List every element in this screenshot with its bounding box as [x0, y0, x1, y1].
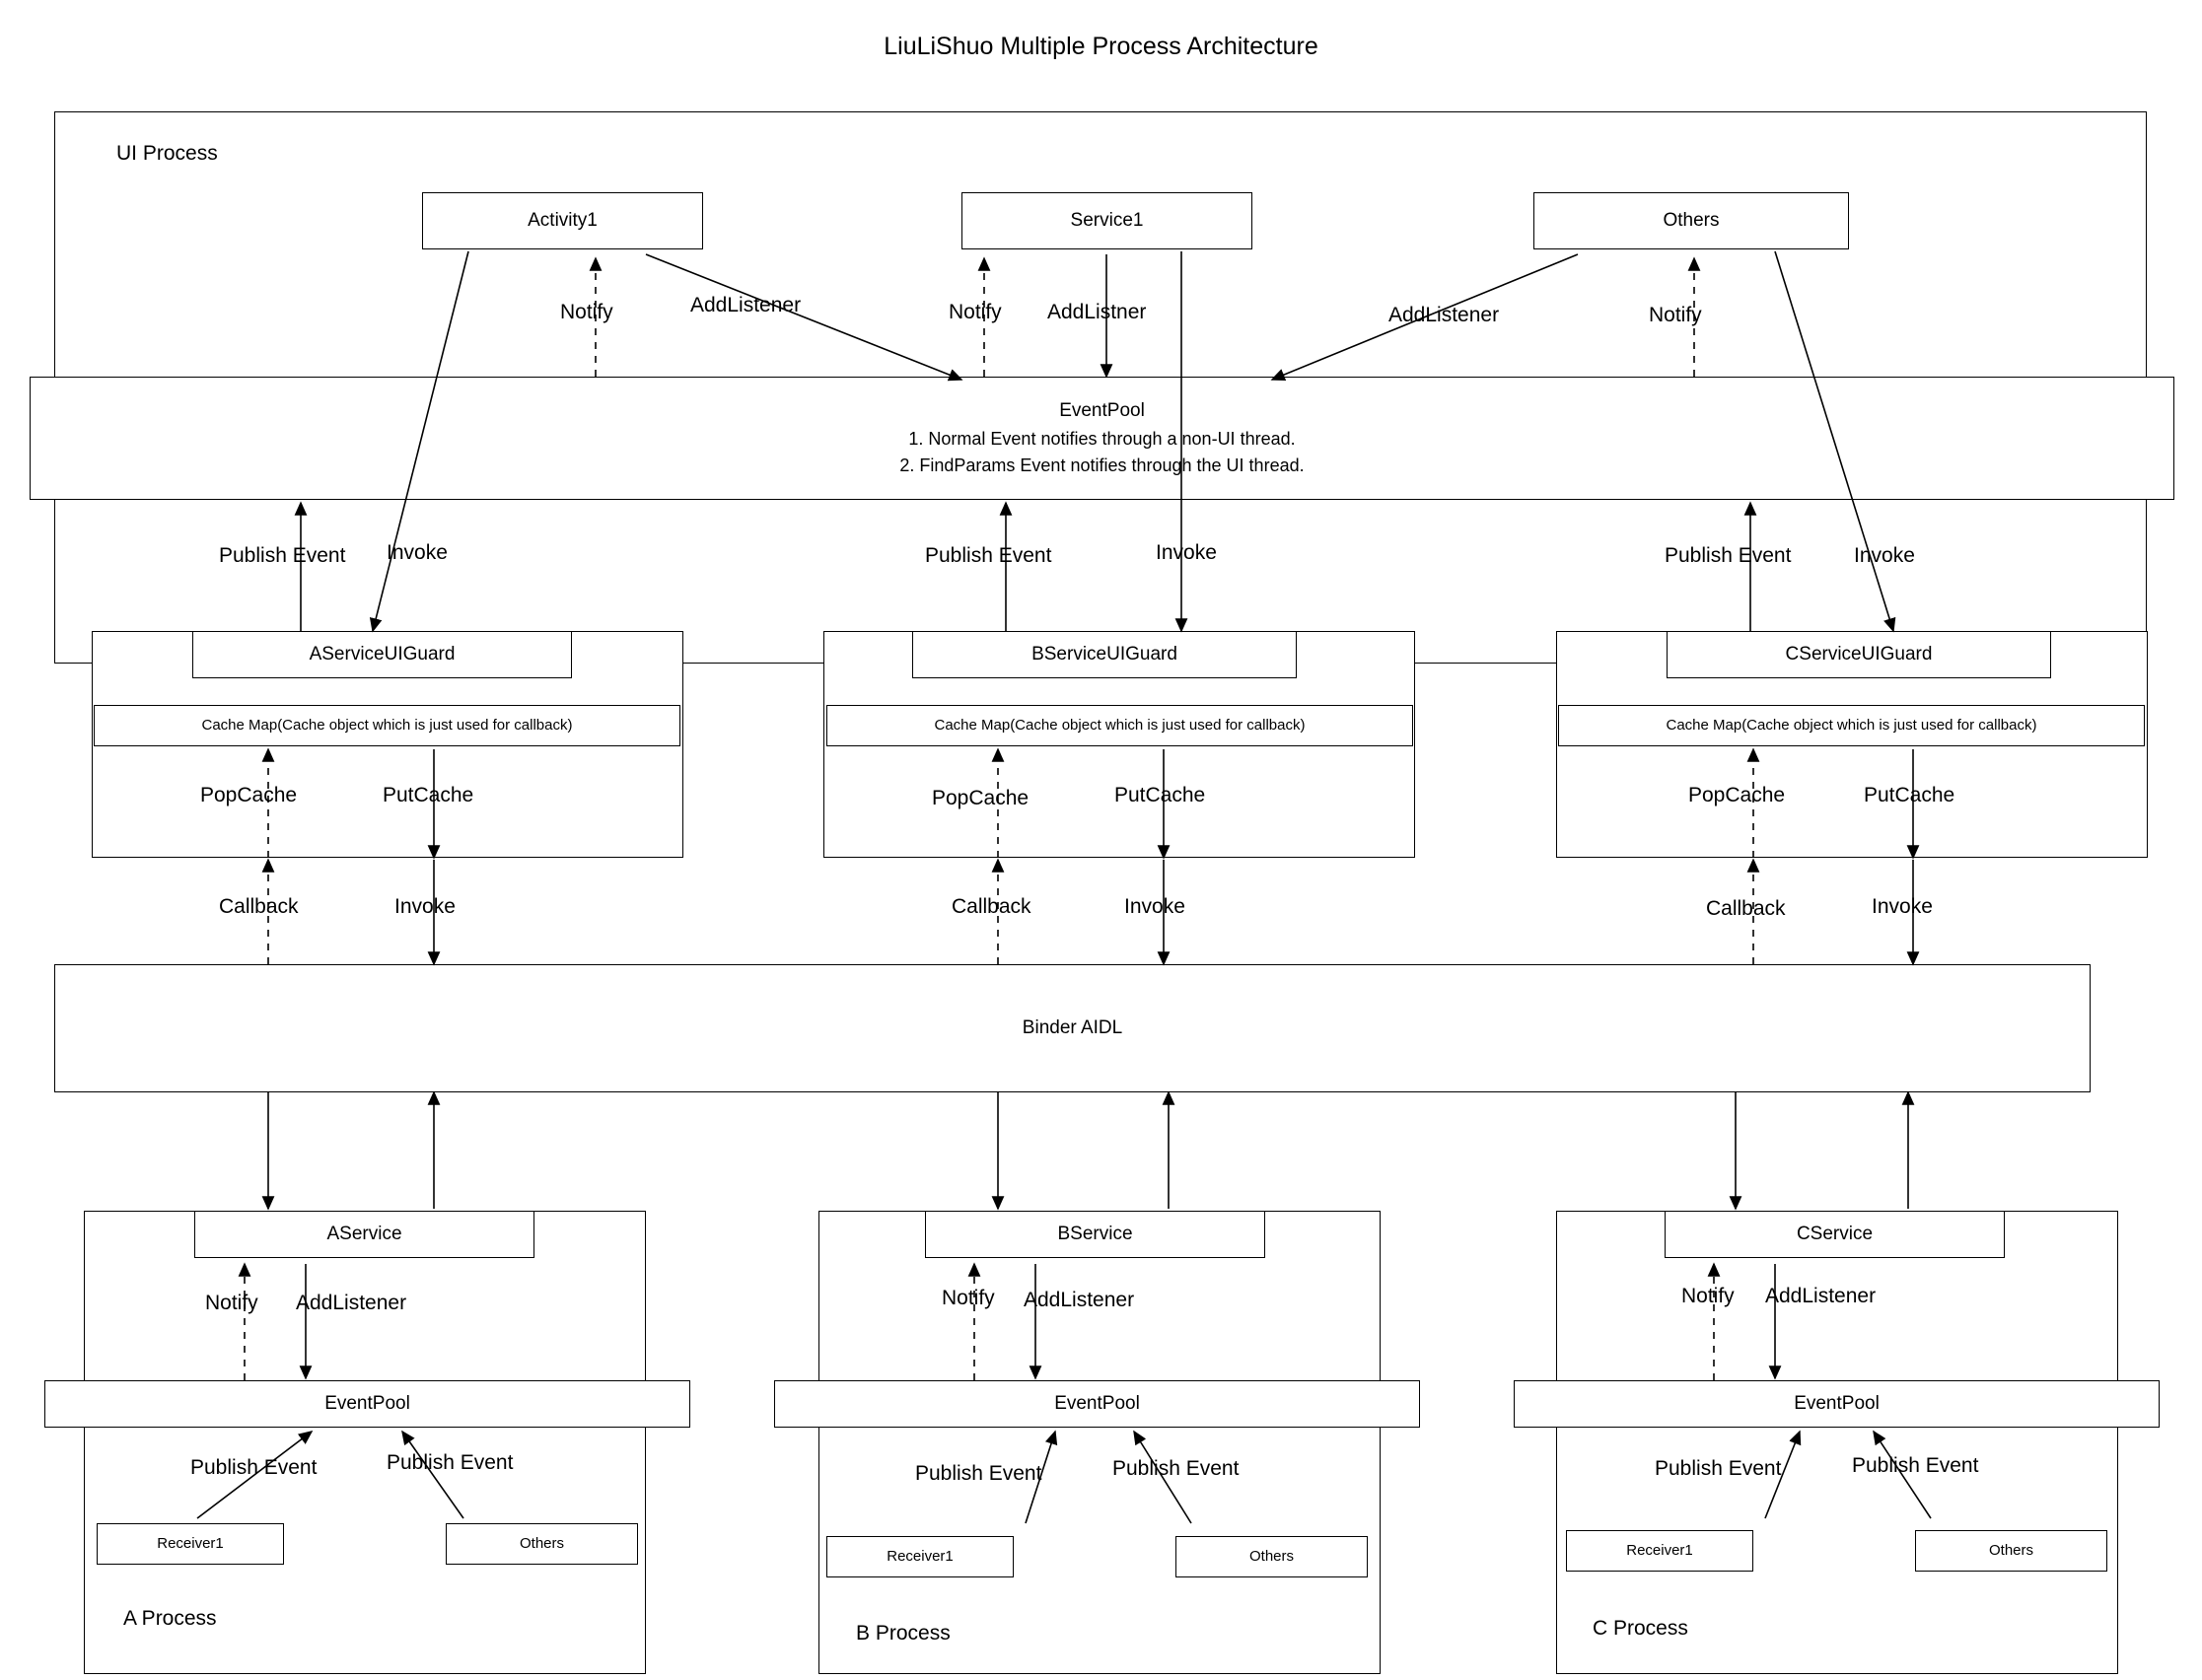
- a-eventpool-label: EventPool: [324, 1393, 410, 1415]
- label-popcache-c: PopCache: [1688, 784, 1786, 806]
- ui-eventpool-title: EventPool: [1059, 400, 1145, 422]
- a-label-notify: Notify: [205, 1292, 258, 1314]
- label-invoke-a: Invoke: [387, 541, 448, 564]
- c-label-notify: Notify: [1681, 1285, 1735, 1307]
- box-service1[interactable]: [961, 192, 1252, 249]
- c-others-box[interactable]: [1915, 1530, 2107, 1572]
- label-addlistener-activity1: AddListener: [690, 294, 802, 316]
- box-bservice-label: BService: [1057, 1224, 1133, 1245]
- label-publish-event-c: Publish Event: [1665, 544, 1792, 567]
- a-label-addlistener: AddListener: [296, 1292, 407, 1314]
- a-receiver1-box[interactable]: [97, 1523, 284, 1565]
- b-process-label: B Process: [856, 1622, 951, 1645]
- label-notify-others: Notify: [1649, 304, 1702, 326]
- label-popcache-a: PopCache: [200, 784, 298, 806]
- c-eventpool-label: EventPool: [1794, 1393, 1880, 1415]
- label-putcache-c: PutCache: [1864, 784, 1955, 806]
- label-notify-service1: Notify: [949, 301, 1002, 323]
- c-label-publish-right: Publish Event: [1852, 1454, 1979, 1477]
- c-label-publish-left: Publish Event: [1655, 1457, 1782, 1480]
- a-label-publish-right: Publish Event: [387, 1451, 514, 1474]
- ui-eventpool-box: [30, 377, 2174, 500]
- box-cserviceuiguard[interactable]: [1667, 631, 2051, 678]
- cache-map-c: [1558, 705, 2145, 746]
- b-others-box[interactable]: [1175, 1536, 1368, 1577]
- a-eventpool-box: [44, 1380, 690, 1428]
- binder-aidl-box: [54, 964, 2091, 1092]
- c-process-container: [1556, 1211, 2118, 1674]
- label-invoke-c: Invoke: [1854, 544, 1915, 567]
- box-cservice[interactable]: [1665, 1211, 2005, 1258]
- c-label-addlistener: AddListener: [1765, 1285, 1877, 1307]
- box-service1-label: Service1: [1070, 210, 1144, 232]
- c-process-label: C Process: [1593, 1617, 1688, 1640]
- box-aserviceuiguard[interactable]: [192, 631, 572, 678]
- box-aservice[interactable]: [194, 1211, 534, 1258]
- c-eventpool-box: [1514, 1380, 2160, 1428]
- label-invoke-binder-b: Invoke: [1124, 895, 1185, 918]
- page-title: LiuLiShuo Multiple Process Architecture: [884, 33, 1318, 60]
- a-receiver1-label: Receiver1: [157, 1535, 224, 1553]
- b-eventpool-box: [774, 1380, 1420, 1428]
- c-receiver1-label: Receiver1: [1626, 1542, 1693, 1560]
- label-callback-b: Callback: [952, 895, 1031, 918]
- a-others-label: Others: [519, 1535, 564, 1553]
- box-others-ui[interactable]: [1533, 192, 1849, 249]
- binder-aidl-label: Binder AIDL: [1022, 1017, 1123, 1039]
- c-receiver1-box[interactable]: [1566, 1530, 1753, 1572]
- b-receiver1-box[interactable]: [826, 1536, 1014, 1577]
- label-publish-event-b: Publish Event: [925, 544, 1052, 567]
- ui-process-label: UI Process: [116, 142, 218, 165]
- box-bserviceuiguard[interactable]: [912, 631, 1297, 678]
- c-others-label: Others: [1988, 1542, 2033, 1560]
- box-activity1[interactable]: [422, 192, 703, 249]
- box-others-ui-label: Others: [1663, 210, 1720, 232]
- box-cservice-label: CService: [1796, 1224, 1874, 1245]
- cache-map-b-label: Cache Map(Cache object which is just used for callback): [934, 717, 1306, 735]
- a-process-container: [84, 1211, 646, 1674]
- cache-map-a: [94, 705, 680, 746]
- ui-eventpool-note-1: 1. Normal Event notifies through a non-UI thread.: [908, 428, 1296, 449]
- box-bservice[interactable]: [925, 1211, 1265, 1258]
- b-label-publish-left: Publish Event: [915, 1462, 1042, 1485]
- box-bserviceuiguard-label: BServiceUIGuard: [1031, 644, 1177, 665]
- label-notify-activity1: Notify: [560, 301, 613, 323]
- box-activity1-label: Activity1: [528, 210, 598, 232]
- label-invoke-b: Invoke: [1156, 541, 1217, 564]
- b-process-container: [818, 1211, 1381, 1674]
- b-label-notify: Notify: [942, 1287, 995, 1309]
- b-label-publish-right: Publish Event: [1112, 1457, 1240, 1480]
- label-invoke-binder-c: Invoke: [1872, 895, 1933, 918]
- label-callback-a: Callback: [219, 895, 299, 918]
- b-label-addlistener: AddListener: [1024, 1289, 1135, 1311]
- label-callback-c: Callback: [1706, 897, 1786, 920]
- box-cserviceuiguard-label: CServiceUIGuard: [1785, 644, 1933, 665]
- box-aservice-label: AService: [326, 1224, 402, 1245]
- cache-map-a-label: Cache Map(Cache object which is just used for callback): [201, 717, 573, 735]
- a-others-box[interactable]: [446, 1523, 638, 1565]
- label-addlistener-others: AddListener: [1388, 304, 1500, 326]
- label-invoke-binder-a: Invoke: [394, 895, 456, 918]
- label-publish-event-a: Publish Event: [219, 544, 346, 567]
- label-putcache-b: PutCache: [1114, 784, 1206, 806]
- cache-map-c-label: Cache Map(Cache object which is just used for callback): [1666, 717, 2037, 735]
- ui-eventpool-note-2: 2. FindParams Event notifies through the UI thread.: [899, 455, 1305, 475]
- label-popcache-b: PopCache: [932, 787, 1030, 809]
- label-addlistner-service1: AddListner: [1047, 301, 1147, 323]
- a-process-label: A Process: [123, 1607, 217, 1630]
- cache-map-b: [826, 705, 1413, 746]
- box-aserviceuiguard-label: AServiceUIGuard: [309, 644, 456, 665]
- label-putcache-a: PutCache: [383, 784, 474, 806]
- b-others-label: Others: [1248, 1548, 1294, 1566]
- a-label-publish-left: Publish Event: [190, 1456, 318, 1479]
- b-eventpool-label: EventPool: [1054, 1393, 1140, 1415]
- b-receiver1-label: Receiver1: [887, 1548, 954, 1566]
